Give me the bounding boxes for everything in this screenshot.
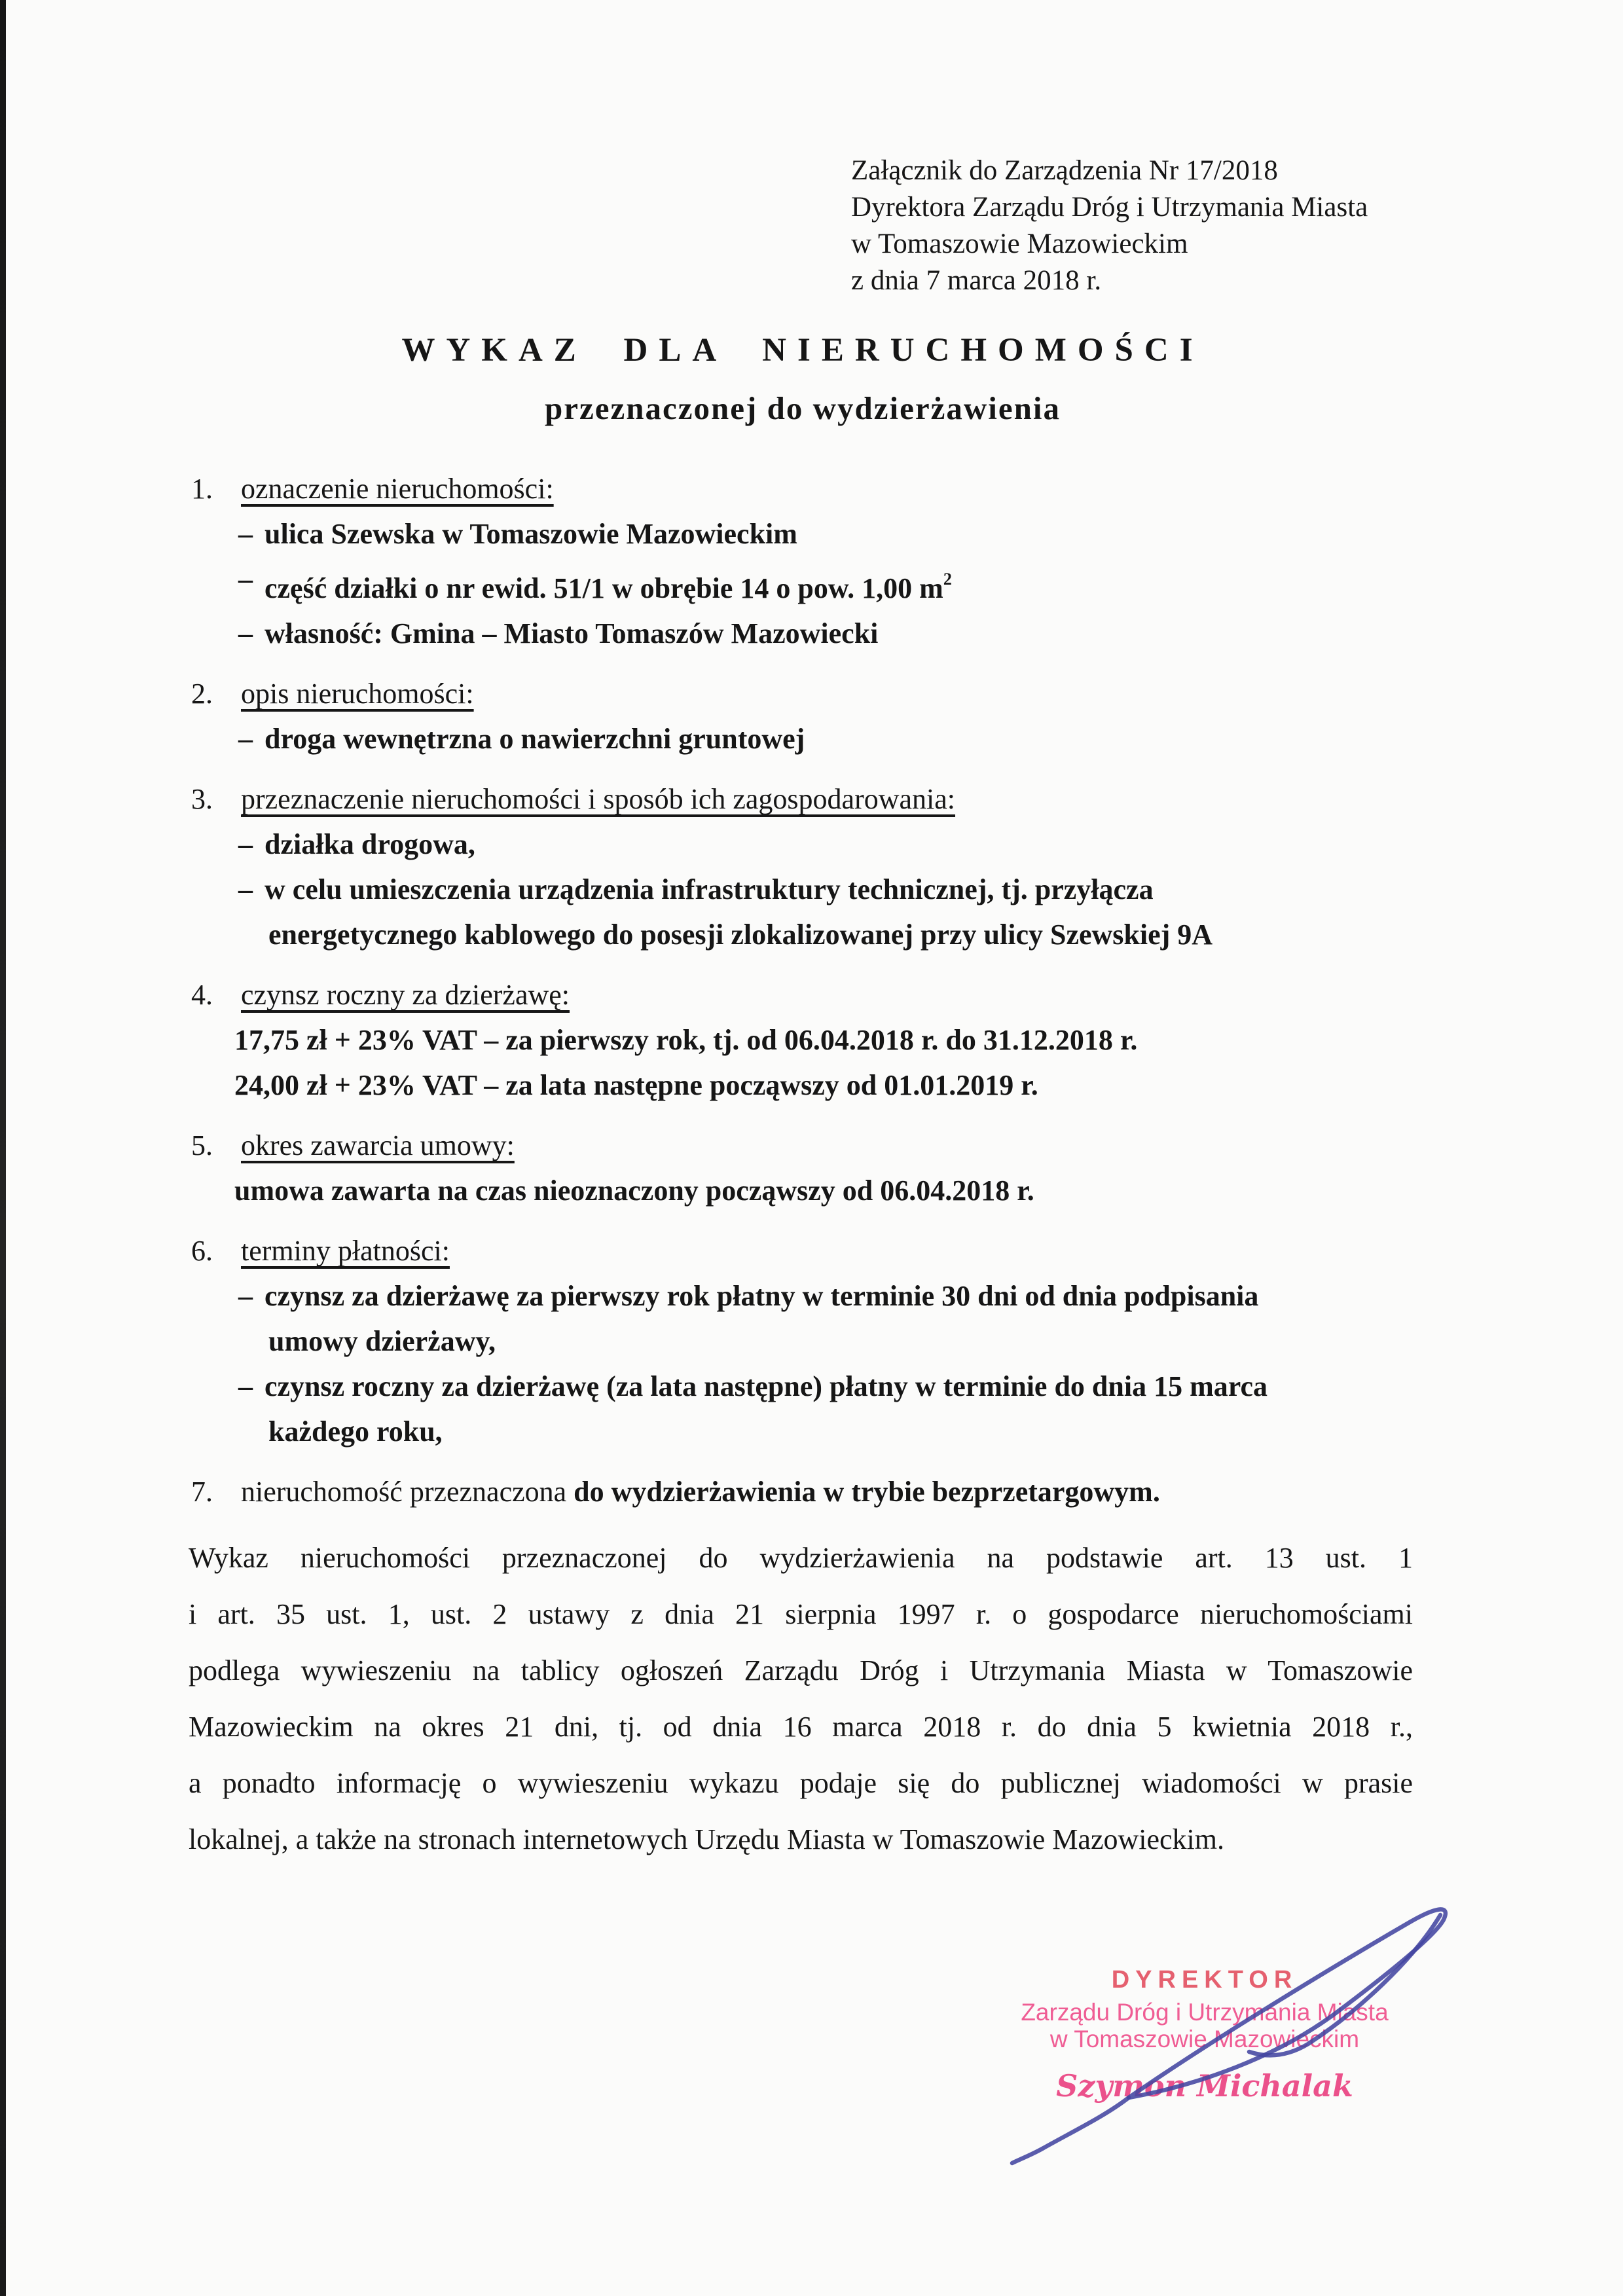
bullet-dash: – [238, 723, 253, 755]
list-item-4 [191, 972, 1448, 1108]
attachment-note-line-2: Dyrektora Zarządu Dróg i Utrzymania Miasta [851, 192, 1368, 223]
item-heading: terminy płatności: [241, 1235, 450, 1267]
paragraph-line-3: podlega wywieszeniu na tablicy ogłoszeń Zarządu Dróg i Utrzymania Miasta w Tomaszowie [189, 1654, 1413, 1686]
bullet-line [191, 556, 1448, 611]
item-heading: czynsz roczny za dzierżawę: [241, 979, 570, 1011]
item-number: 7. [191, 1476, 213, 1508]
list-item-3 [191, 776, 1448, 957]
list-item-7 [191, 1469, 1448, 1514]
bullet-text: własność: Gmina – Miasto Tomaszów Mazowiecki [264, 617, 879, 649]
bullet-line [191, 511, 1448, 556]
item-heading-row [191, 466, 1448, 511]
bullet-dash: – [238, 828, 253, 860]
paragraph-line-6: lokalnej, a także na stronach internetowych Urzędu Miasta w Tomaszowie Mazowieckim. [189, 1823, 1225, 1855]
item-number: 5. [191, 1129, 213, 1161]
list-item-5 [191, 1123, 1448, 1213]
item-heading-row [191, 671, 1448, 716]
paragraph-line-1: Wykaz nieruchomości przeznaczonej do wydzierżawienia na podstawie art. 13 ust. 1 [189, 1542, 1413, 1574]
bullet-dash: – [238, 1370, 253, 1402]
bullet-continuation-line [191, 1319, 1448, 1364]
bullet-text: czynsz za dzierżawę za pierwszy rok płatny w terminie 30 dni od dnia podpisania [264, 1280, 1259, 1312]
bullet-line [191, 867, 1448, 912]
attachment-note-line-1: Załącznik do Zarządzenia Nr 17/2018 [851, 155, 1278, 186]
content-text: umowa zawarta na czas nieoznaczony począwszy od 06.04.2018 r. [234, 1175, 1034, 1207]
item-heading-row [191, 1228, 1448, 1273]
document-title: WYKAZ DLA NIERUCHOMOŚCI [401, 332, 1204, 369]
bullet-text: w celu umieszczenia urządzenia infrastruktury technicznej, tj. przyłącza [264, 873, 1154, 905]
signature-ink-tail [1012, 2098, 1129, 2163]
list-item-2 [191, 671, 1448, 761]
content-text: 17,75 zł + 23% VAT – za pierwszy rok, tj. od 06.04.2018 r. do 31.12.2018 r. [234, 1024, 1138, 1056]
bullet-text: ulica Szewska w Tomaszowie Mazowieckim [264, 518, 797, 550]
stamp-org-line-1: Zarządu Dróg i Utrzymania Miasta [1021, 1999, 1389, 2026]
bullet-line [191, 716, 1448, 761]
bullet-line [191, 1364, 1448, 1409]
superscript-exponent: 2 [943, 570, 952, 589]
item-heading: oznaczenie nieruchomości: [241, 473, 554, 505]
director-stamp [1008, 1966, 1401, 2104]
paragraph-line-5: a ponadto informację o wywieszeniu wykazu podaje się do publicznej wiadomości w prasie [189, 1767, 1413, 1799]
bullet-line [191, 611, 1448, 656]
content-line [191, 1017, 1448, 1063]
bullet-dash: – [238, 873, 253, 905]
bullet-text: część działki o nr ewid. 51/1 w obrębie 14 o pow. 1,00 m [264, 572, 943, 604]
document-subtitle: przeznaczonej do wydzierżawienia [545, 390, 1061, 426]
item-heading-row [191, 1123, 1448, 1168]
item-heading: opis nieruchomości: [241, 678, 474, 710]
title-block [190, 331, 1415, 427]
item-number: 4. [191, 979, 213, 1011]
scan-edge-artifact [0, 0, 6, 2296]
item-number: 2. [191, 678, 213, 710]
bullet-text: działka drogowa, [264, 828, 475, 860]
bullet-continuation-line [191, 1409, 1448, 1454]
stamp-signatory-name: Szymon Michalak [1056, 2068, 1353, 2104]
item-number: 3. [191, 783, 213, 815]
closing-paragraph [189, 1530, 1413, 1868]
list-item-6 [191, 1228, 1448, 1454]
stamp-org-line-2: w Tomaszowie Mazowieckim [1049, 2026, 1360, 2052]
content-line [191, 1168, 1448, 1213]
content-text: 24,00 zł + 23% VAT – za lata następne począwszy od 01.01.2019 r. [234, 1069, 1038, 1101]
attachment-note-line-4: z dnia 7 marca 2018 r. [851, 265, 1102, 296]
paragraph-line-4: Mazowieckim na okres 21 dni, tj. od dnia 16 marca 2018 r. do dnia 5 kwietnia 2018 r., [189, 1711, 1413, 1743]
numbered-list [191, 466, 1448, 1529]
item-number: 1. [191, 473, 213, 505]
bullet-text: każdego roku, [268, 1415, 443, 1448]
item-heading-row [191, 1469, 1448, 1514]
bullet-continuation-line [191, 912, 1448, 957]
attachment-note-line-3: w Tomaszowie Mazowieckim [851, 228, 1188, 259]
list-item-1 [191, 466, 1448, 656]
content-line [191, 1063, 1448, 1108]
bullet-dash: – [238, 518, 253, 550]
bullet-text: energetycznego kablowego do posesji zlokalizowanej przy ulicy Szewskiej 9A [268, 919, 1213, 951]
bullet-dash: – [238, 1280, 253, 1312]
item-text-normal: nieruchomość przeznaczona [241, 1476, 574, 1508]
stamp-role: DYREKTOR [1111, 1966, 1298, 1994]
item-text-bold: do wydzierżawienia w trybie bezprzetargowym. [574, 1476, 1160, 1508]
paragraph-line-2: i art. 35 ust. 1, ust. 2 ustawy z dnia 21 sierpnia 1997 r. o gospodarce nieruchomościami [189, 1598, 1413, 1630]
item-heading-row [191, 972, 1448, 1017]
bullet-line [191, 1273, 1448, 1319]
bullet-dash: – [238, 617, 253, 649]
bullet-line [191, 822, 1448, 867]
bullet-text: umowy dzierżawy, [268, 1325, 496, 1357]
item-number: 6. [191, 1235, 213, 1267]
attachment-note [851, 153, 1368, 299]
bullet-text: czynsz roczny za dzierżawę (za lata następne) płatny w terminie do dnia 15 marca [264, 1370, 1268, 1402]
bullet-text: droga wewnętrzna o nawierzchni gruntowej [264, 723, 805, 755]
item-heading-row [191, 776, 1448, 822]
item-heading: przeznaczenie nieruchomości i sposób ich zagospodarowania: [241, 783, 956, 815]
item-heading: okres zawarcia umowy: [241, 1129, 515, 1161]
bullet-dash: – [238, 563, 253, 595]
